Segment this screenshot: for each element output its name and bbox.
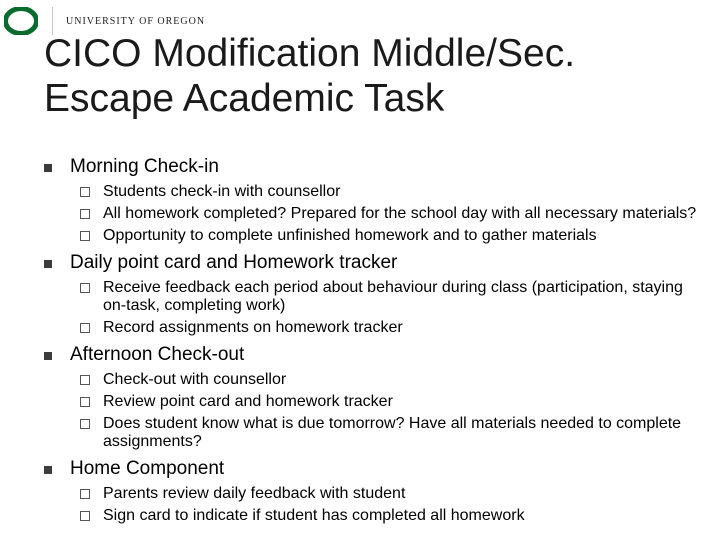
sub-item-text: All homework completed? Prepared for the school day with all necessary materials?: [103, 205, 697, 222]
sub-item-text: Check-out with counsellor: [103, 371, 287, 388]
section-heading: Home Component: [70, 458, 225, 479]
hollow-square-bullet-icon: [80, 283, 90, 293]
sub-bullet-list: [70, 279, 704, 337]
sub-bullet-list: [70, 183, 704, 245]
sub-item: [70, 227, 704, 245]
hollow-square-bullet-icon: [80, 511, 90, 521]
hollow-square-bullet-icon: [80, 187, 90, 197]
hollow-square-bullet-icon: [80, 231, 90, 241]
hollow-square-bullet-icon: [80, 209, 90, 219]
sub-item-text: Review point card and homework tracker: [103, 393, 393, 410]
sub-item-text: Does student know what is due tomorrow? Have all materials needed to complete assignments?: [103, 415, 682, 450]
title-line-2: Escape Academic Task: [44, 77, 445, 120]
hollow-square-bullet-icon: [80, 375, 90, 385]
hollow-square-bullet-icon: [80, 397, 90, 407]
hollow-square-bullet-icon: [80, 489, 90, 499]
sub-item-text: Opportunity to complete unfinished homework and to gather materials: [103, 227, 597, 244]
sub-item: [70, 485, 704, 503]
section-heading: Morning Check-in: [70, 156, 219, 177]
oregon-o-logo-icon: [4, 7, 38, 35]
hollow-square-bullet-icon: [80, 323, 90, 333]
sub-item: [70, 415, 704, 451]
sub-item-text: Record assignments on homework tracker: [103, 319, 403, 336]
bullet-list: [44, 155, 704, 531]
square-bullet-icon: [44, 164, 52, 172]
sub-item-text: Students check-in with counsellor: [103, 183, 341, 200]
hollow-square-bullet-icon: [80, 419, 90, 429]
square-bullet-icon: [44, 260, 52, 268]
section-item: [44, 155, 704, 245]
sub-item: [70, 507, 704, 525]
sub-item: [70, 183, 704, 201]
sub-bullet-list: [70, 485, 704, 525]
sub-item: [70, 279, 704, 315]
sub-item: [70, 319, 704, 337]
university-name: UNIVERSITY OF OREGON: [66, 15, 206, 27]
sub-item: [70, 205, 704, 223]
square-bullet-icon: [44, 352, 52, 360]
section-heading: Daily point card and Homework tracker: [70, 252, 398, 273]
sub-bullet-list: [70, 371, 704, 451]
section-heading: Afternoon Check-out: [70, 344, 245, 365]
sub-item-text: Receive feedback each period about behaviour during class (participation, staying on-task, completing work): [103, 279, 683, 314]
section-item: [44, 251, 704, 337]
sub-item-text: Parents review daily feedback with student: [103, 485, 406, 502]
sub-item: [70, 393, 704, 411]
square-bullet-icon: [44, 466, 52, 474]
section-item: [44, 457, 704, 525]
section-item: [44, 343, 704, 451]
sub-item: [70, 371, 704, 389]
sub-item-text: Sign card to indicate if student has completed all homework: [103, 507, 525, 524]
slide-title: [44, 31, 575, 121]
title-line-1: CICO Modification Middle/Sec.: [44, 32, 576, 75]
